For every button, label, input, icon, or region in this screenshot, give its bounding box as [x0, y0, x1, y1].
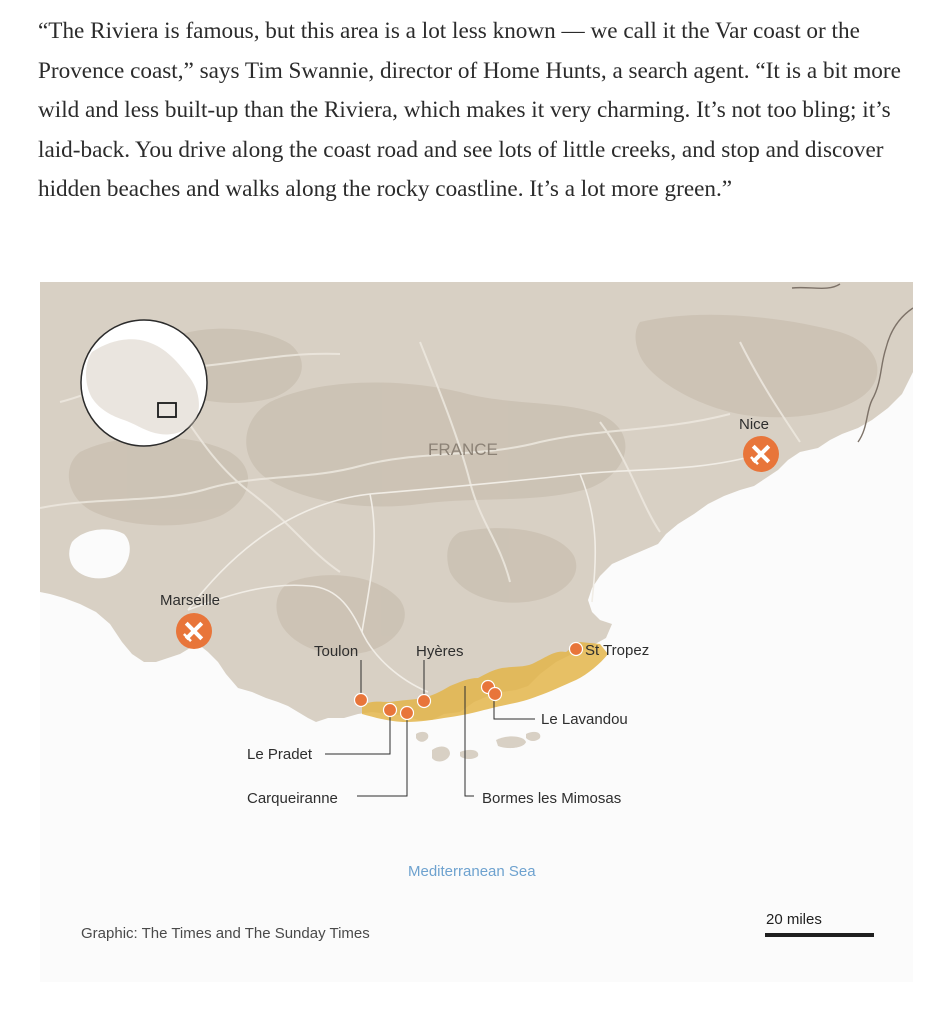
marker-carqueiranne [401, 707, 414, 720]
map-figure [40, 282, 913, 982]
town-label-le-pradet: Le Pradet [247, 746, 313, 763]
town-label-toulon: Toulon [314, 643, 359, 660]
marker-hyeres [418, 695, 431, 708]
country-label: FRANCE [428, 440, 498, 459]
marker-st-tropez [570, 643, 583, 656]
scale-bar [765, 933, 874, 937]
marker-le-pradet [384, 704, 397, 717]
article-paragraph: “The Riviera is famous, but this area is a lot less known — we call it the Var coast or the Provence coast,” says Tim Swannie, director of Home Hunts, a search agent. “It is a bit more wild and less built-up than the Riviera, which makes it very charming. It’s not too bling; it’s laid-back. You drive along the coast road and see lots of little creeks, and stop and discover hidden beaches and walks along the rocky coastline. It’s a lot more green.” [38, 18, 901, 203]
graphic-credit: Graphic: The Times and The Sunday Times [81, 925, 370, 942]
airport-marker-nice [743, 436, 779, 472]
town-label-st-tropez: St Tropez [585, 642, 650, 659]
map-canvas [40, 282, 913, 982]
marker-toulon [355, 694, 368, 707]
town-label-le-lavandou: Le Lavandou [541, 711, 628, 728]
scale-label: 20 miles [766, 911, 822, 928]
locator-inset-icon [81, 320, 207, 446]
town-label-bormes-les-mimosas: Bormes les Mimosas [482, 790, 622, 807]
airport-marker-marseille [176, 613, 212, 649]
town-label-hyeres: Hyères [416, 643, 464, 660]
lagoon [69, 529, 130, 578]
airport-label-marseille: Marseille [160, 592, 221, 609]
sea-label: Mediterranean Sea [408, 863, 536, 880]
marker-le-lavandou [489, 688, 502, 701]
town-label-carqueiranne: Carqueiranne [247, 790, 338, 807]
airport-label-nice: Nice [739, 416, 770, 433]
